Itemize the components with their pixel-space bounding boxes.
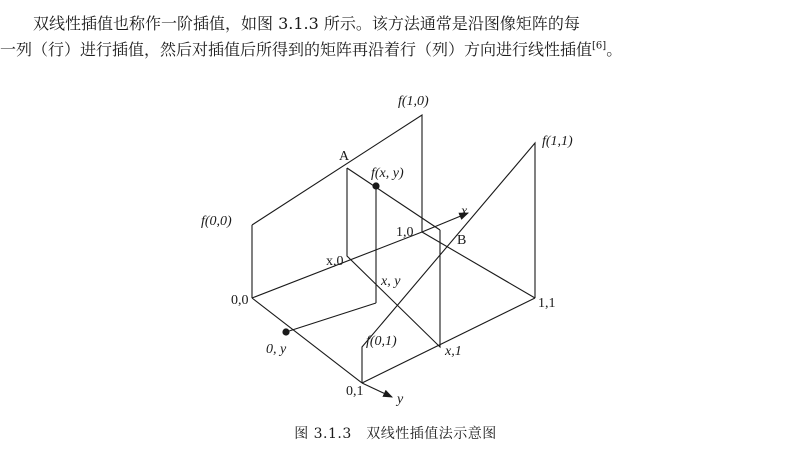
label-p0y: 0, y [266,342,287,357]
label-px0: x,0 [326,254,344,269]
left-plane-outline [252,115,422,298]
base-edge-x1 [422,232,535,298]
label-f00: f(0,0) [201,214,232,229]
citation-ref: [6] [592,40,607,52]
label-p10: 1,0 [396,225,414,240]
label-B: B [457,233,467,248]
label-fxy: f(x, y) [371,166,404,181]
label-x-axis: x [461,204,468,219]
paragraph-text-2: 一列（行）进行插值，然后对插值后所得到的矩阵再沿着行（列）方向进行线性插值 [0,40,593,59]
label-y-axis: y [397,392,404,407]
label-A: A [339,149,350,164]
label-p01: 0,1 [346,384,364,399]
label-p00: 0,0 [231,293,249,308]
line-0y-to-xy [286,303,376,332]
section-plane-x [347,168,440,347]
base-edge-x0 [252,298,362,383]
label-px1: x,1 [445,344,462,359]
point-fxy [372,182,379,189]
y-direction-line [362,383,392,397]
label-f10: f(1,0) [398,94,429,109]
paragraph-text-1: 双线性插值也称作一阶插值，如图 3.1.3 所示。该方法通常是沿图像矩阵的每 [33,14,580,33]
label-p11: 1,1 [538,296,556,311]
label-f01: f(0,1) [366,334,397,349]
point-0y [282,328,289,335]
figure-caption: 图 3.1.3 双线性插值法示意图 [294,426,497,442]
label-pxy: x, y [381,274,401,289]
paragraph-end: 。 [606,40,623,59]
label-f11: f(1,1) [542,134,573,149]
